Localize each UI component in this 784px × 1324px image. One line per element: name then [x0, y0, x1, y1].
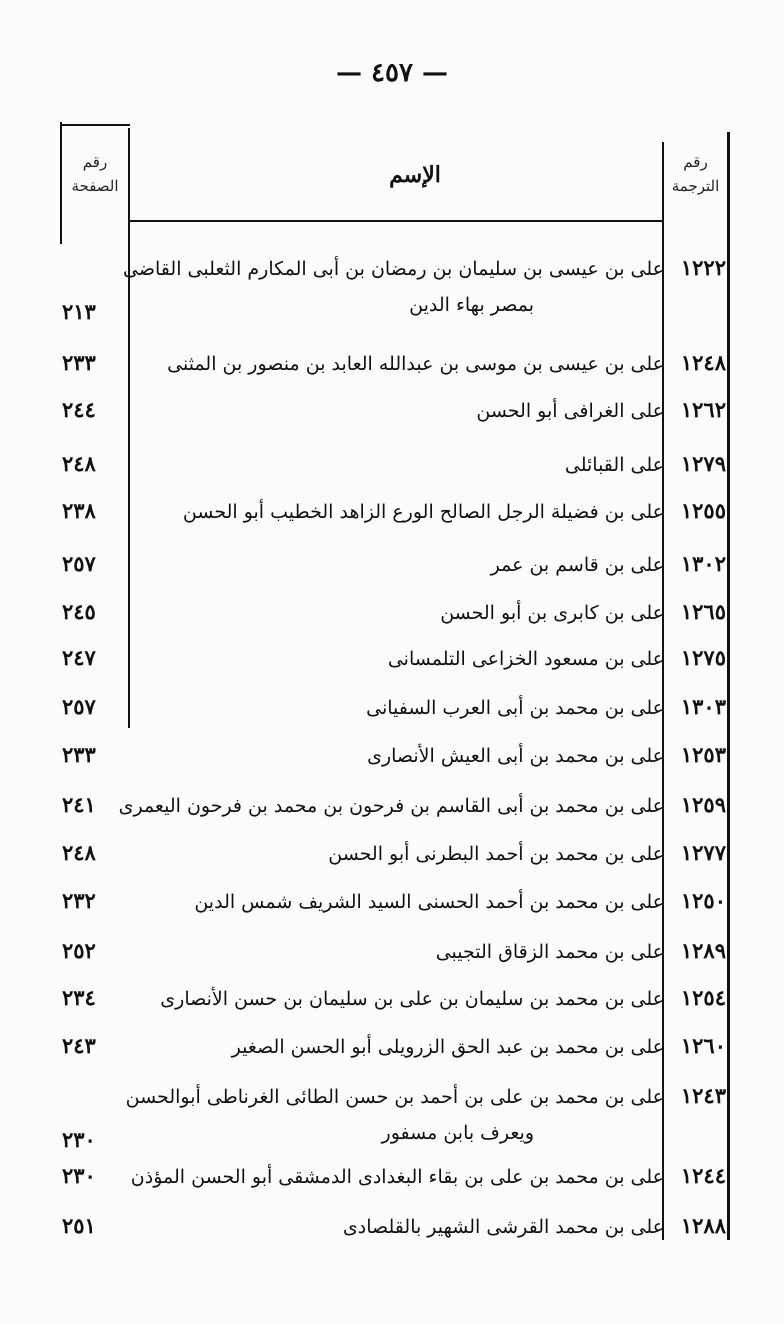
person-name: [124, 884, 664, 920]
person-name: [124, 494, 664, 530]
person-name: [124, 1079, 664, 1151]
entry-number: ١٢٧٥: [680, 645, 726, 670]
entry-number-header-line2: الترجمة: [671, 177, 720, 195]
person-name: [118, 788, 664, 824]
entry-number: ١٢٤٤: [680, 1163, 726, 1188]
person-name-line: على بن محمد بن أحمد الحسنى السيد الشريف شمس الدين: [194, 891, 664, 913]
entry-number: ١٣٠٣: [680, 694, 726, 719]
page-number-header: [62, 150, 128, 198]
entry-number: ١٣٠٢: [680, 551, 726, 576]
page-ref: ٢٣٣: [62, 350, 96, 375]
page-ref: ٢١٣: [62, 299, 96, 324]
person-name: [124, 981, 664, 1017]
page-ref: ٢٤٣: [62, 1033, 96, 1058]
page-ref: ٢٣٠: [62, 1163, 96, 1188]
entry-number: ١٢٧٧: [680, 840, 726, 865]
person-name-line: على بن محمد بن أحمد البطرنى أبو الحسن: [328, 843, 664, 865]
person-name-line: على بن فضيلة الرجل الصالح الورع الزاهد الخطيب أبو الحسن: [182, 501, 664, 523]
person-name-line: على بن محمد بن سليمان بن على بن سليمان بن حسن الأنصارى: [160, 988, 664, 1010]
entry-number: ١٢٦٥: [680, 599, 726, 624]
person-name-line: على بن مسعود الخزاعى التلمسانى: [387, 648, 664, 670]
person-name-line: على بن محمد القرشى الشهير بالقلصادى: [342, 1216, 664, 1238]
page-number-header-line2: الصفحة: [71, 177, 119, 195]
person-name: [124, 836, 664, 872]
entry-number: ١٢٥٩: [680, 792, 726, 817]
person-name-line: على بن محمد بن على بن بقاء البغدادى الدمشقى أبو الحسن المؤذن: [130, 1166, 664, 1188]
page-ref: ٢٤١: [62, 792, 96, 817]
page-ref: ٢٤٨: [62, 451, 96, 476]
page-ref: ٢٤٥: [62, 599, 96, 624]
page-ref: ٢٥٧: [62, 694, 96, 719]
person-name: [124, 251, 664, 323]
person-name-line: على بن محمد الزقاق التجيبى: [435, 941, 664, 963]
page-ref: ٢٤٨: [62, 840, 96, 865]
page-ref: ٢٣٢: [62, 888, 96, 913]
entry-number: ١٢٤٨: [680, 350, 726, 375]
page-ref: ٢٣٠: [62, 1127, 96, 1152]
page-ref: ٢٥٢: [62, 938, 96, 963]
person-name-line: على بن محمد بن أبى العيش الأنصارى: [367, 745, 664, 767]
person-name-line: على القبائلى: [564, 454, 664, 476]
page-ref: ٢٣٤: [62, 985, 96, 1010]
page-number: — ٤٥٧ —: [335, 58, 449, 88]
person-name-line: على بن قاسم بن عمر: [490, 554, 664, 576]
person-name: [124, 547, 664, 583]
person-name: [124, 641, 664, 677]
entry-number-header: [664, 150, 727, 198]
page-ref: ٢٣٣: [62, 742, 96, 767]
person-name: [124, 346, 664, 382]
entry-number: ١٢٥٤: [680, 985, 726, 1010]
person-name-line: بمصر بهاء الدين: [409, 294, 534, 316]
entry-number: ١٢٥٠: [680, 888, 726, 913]
entry-number: ١٢٢٢: [680, 255, 726, 280]
person-name-line: على بن محمد بن أبى العرب السفيانى: [366, 697, 664, 719]
top-rule: [60, 124, 130, 126]
right-border: [727, 132, 730, 1240]
person-name-line: على بن محمد بن عبد الحق الزرويلى أبو الحسن الصغير: [231, 1036, 664, 1058]
entry-number: ١٢٧٩: [680, 451, 726, 476]
person-name: [124, 934, 664, 970]
person-name: [124, 1029, 664, 1065]
page-ref: ٢٥١: [62, 1213, 96, 1238]
person-name: [124, 738, 664, 774]
person-name-line: على بن محمد بن على بن أحمد بن حسن الطائى الغرناطى أبوالحسن: [125, 1086, 664, 1108]
page-ref: ٢٤٧: [62, 645, 96, 670]
entry-number: ١٢٨٩: [680, 938, 726, 963]
person-name-line: على بن كابرى بن أبو الحسن: [440, 602, 664, 624]
entry-number: ١٢٦٠: [680, 1033, 726, 1058]
entry-number: ١٢٦٢: [680, 397, 726, 422]
person-name: [124, 690, 664, 726]
person-name-line: على بن محمد بن أبى القاسم بن فرحون بن محمد بن فرحون اليعمرى: [118, 795, 664, 817]
page-ref: ٢٥٧: [62, 551, 96, 576]
person-name: [124, 447, 664, 483]
entry-number-header-line1: رقم: [683, 153, 708, 171]
entry-number: ١٢٥٣: [680, 742, 726, 767]
person-name: [124, 595, 664, 631]
entry-number: ١٢٥٥: [680, 498, 726, 523]
person-name: [124, 1209, 664, 1245]
page-ref: ٢٣٨: [62, 498, 96, 523]
page-number-header-line1: رقم: [82, 153, 108, 171]
header-rule: [130, 220, 662, 222]
person-name: [124, 393, 664, 429]
entry-number: ١٢٤٣: [680, 1083, 726, 1108]
entry-number: ١٢٨٨: [680, 1213, 726, 1238]
person-name-line: على بن عيسى بن سليمان بن رمضان بن أبى المكارم الثعلبى القاضى: [123, 258, 664, 280]
name-header: الإسم: [389, 162, 441, 188]
person-name-line: ويعرف بابن مسفور: [381, 1122, 534, 1144]
page-ref: ٢٤٤: [62, 397, 96, 422]
person-name-line: على بن عيسى بن موسى بن عبدالله العابد بن منصور بن المثنى: [167, 353, 664, 375]
person-name-line: على الغرافى أبو الحسن: [476, 400, 664, 422]
person-name: [124, 1159, 664, 1195]
